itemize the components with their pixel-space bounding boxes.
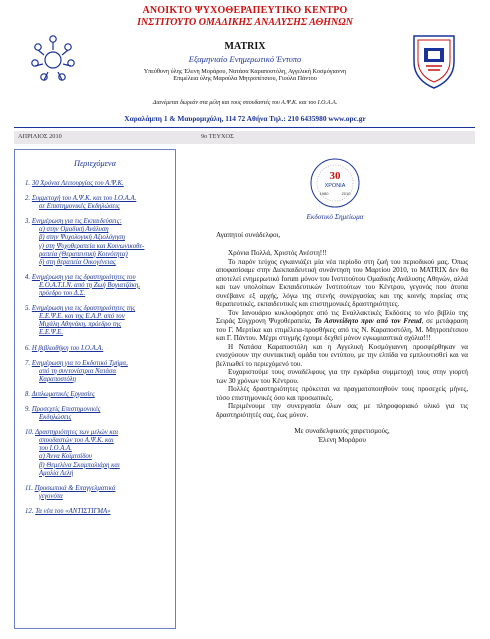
toc-item-text: α) στην Ομαδική Ανάλυση	[39, 226, 109, 234]
toc-item-text: Προσωπικά & Επαγγελματικά	[34, 484, 116, 492]
toc-item-number: 5.	[25, 305, 31, 313]
toc-item-text: σε Επιστημονικές Εκδηλώσεις	[39, 203, 120, 211]
issue-number: 9ο ΤΕΥΧΟΣ	[201, 133, 234, 140]
toc-item-line	[25, 251, 171, 259]
toc-item-text: από τη συντονίστρια Νατάσα	[39, 367, 117, 375]
toc-item-line	[25, 508, 171, 516]
editorial-title: Εκδοτικό Σημείωμα	[306, 213, 364, 221]
toc-item-line	[25, 391, 171, 399]
toc-item-text: 30 Χρόνια Λειτουργίας του Α.Ψ.Κ.	[31, 180, 124, 187]
toc-item-line	[25, 414, 171, 422]
toc-item-number: 6.	[25, 344, 31, 352]
institute-name: ΙΝΣΤΙΤΟΥΤΟ ΟΜΑΔΙΚΗΣ ΑΝΑΛΥΣΗΣ ΑΘΗΝΩΝ	[137, 17, 353, 28]
issue-date: ΑΠΡΙΛΙΟΣ 2010	[18, 133, 62, 140]
toc-item-text: Η βιβλιοθήκη του Ι.Ο.Α.Α.	[31, 344, 104, 352]
toc-item-line	[25, 195, 171, 203]
editorial-body	[216, 249, 468, 444]
toc-item-text: γ) στη Ψυχοθεραπεία και Κοινωνικοθε-	[39, 242, 145, 250]
toc-item[interactable]	[25, 218, 171, 267]
anniversary-seal-icon	[309, 157, 361, 209]
toc-item-line	[25, 226, 171, 234]
toc-item-number: 1.	[25, 180, 31, 187]
toc-item-text: β) στην Ψυχολογική Αξιολόγηση	[39, 234, 125, 242]
paragraph-6: Πολλές δραστηριότητες πρόκειται να πραγματοποιηθούν τους προσεχείς μήνες, τόσο επιστημονικές όσο και προσωπικές.	[216, 385, 468, 402]
toc-item-number: 10.	[25, 429, 34, 437]
toc-item-line	[25, 313, 171, 321]
toc-item-line	[25, 429, 171, 437]
toc-item-text: Αμαλία Λελή	[39, 469, 74, 477]
paragraph-4: Η Νατάσα Καραποστόλη και η Αγγελική Κοσμόγιαννη προσφέρθηκαν να ενισχύσουν την συντακτική ομάδα του εντύπου, με την ελπίδα να εμπλουτισθεί και να βελτιωθεί το περιεχόμενό του.	[216, 342, 468, 368]
toc-item-line	[25, 203, 171, 211]
distribution-note: Διανέμεται δωρεάν στα μέλη και τους σπουδαστές του Α.Ψ.Κ. και του Ι.Ο.Α.Α.	[152, 100, 338, 106]
paragraph-3c: , σε μετάφραση του Γ. Μερτίκα και επιμέλεια-προσθήκες από τις Ν. Καραποστόλη, Μ. Μητροπέτσιου και Γ. Πάντου. Μέχρι στιγμής έχουμε δεχθεί μόνον εγκωμιαστικά σχόλια!!!	[216, 317, 468, 342]
toc-item-line	[25, 376, 171, 384]
toc-item-number: 8.	[25, 390, 31, 398]
toc-item-text: Προσεχείς Επιστημονικές	[31, 405, 101, 413]
table-of-contents	[14, 149, 176, 629]
toc-item-line	[25, 321, 171, 329]
toc-item-text: Καραποστόλη	[39, 375, 77, 383]
toc-item-text: Τα νέα του «ΑΝΤΙΣΤΙΓΜΑ»	[35, 507, 111, 515]
toc-item-number: 9.	[25, 405, 31, 413]
editors-line-2: Επιμέλεια ύλης Μαρούλα Μητροπέτσιου, Γιούλα Πάντου	[173, 75, 317, 83]
toc-item[interactable]	[25, 180, 171, 188]
toc-item-text: α) Άννα Κοϊμτσίδου	[39, 453, 92, 461]
toc-item-text: Ενημέρωση για τις δραστηριότητες της	[31, 305, 136, 313]
toc-item[interactable]	[25, 508, 171, 516]
paragraph-3a: Τον Ιανουάριο κυκλοφόρησε από τις Εναλλακτικές Εκδόσεις το νέο βιβλίο της Σειράς Σύγχρονη Ψυχοθεραπεία,	[216, 308, 468, 325]
toc-item-line	[25, 453, 171, 461]
toc-item-line	[25, 493, 171, 501]
toc-item-line	[25, 345, 171, 353]
toc-item-line	[25, 437, 171, 445]
toc-item-number: 3.	[25, 218, 31, 226]
toc-item-line	[25, 259, 171, 267]
toc-item-text: Ενημέρωση για το Εκδοτικό Τμήμα,	[31, 359, 128, 367]
toc-item-line	[25, 305, 171, 313]
toc-item-line	[25, 470, 171, 478]
toc-item-text: β) Θεμελίνα Σκαμπαλιάρη και	[39, 461, 120, 469]
toc-item[interactable]	[25, 195, 171, 211]
toc-item-line	[25, 368, 171, 376]
toc-title: Περιεχόμενα	[74, 159, 116, 168]
center-name: ΑΝΟΙΚΤΟ ΨΥΧΟΘΕΡΑΠΕΥΤΙΚΟ ΚΕΝΤΡΟ	[142, 5, 348, 16]
toc-item-text: Μιχάλη Αθηνάκη, πρόεδρο της	[39, 321, 122, 329]
toc-item[interactable]	[25, 391, 171, 399]
toc-item-line	[25, 329, 171, 337]
toc-item-number: 7.	[25, 359, 31, 367]
toc-item-line	[25, 218, 171, 226]
toc-item[interactable]	[25, 345, 171, 353]
toc-item-text: δ) στη θεραπεία Οικογένειας	[39, 258, 116, 266]
toc-item-line	[25, 274, 171, 282]
toc-item-text: Ε.Ε.Ψ.Ε. και της Ε.Α.Ρ. από τον	[39, 313, 125, 321]
editors-block	[90, 68, 400, 83]
toc-item-line	[25, 234, 171, 242]
toc-item[interactable]	[25, 429, 171, 478]
editorial-column	[194, 149, 476, 629]
toc-item-text: Δραστηριότητες των μελών και	[35, 429, 119, 437]
toc-list	[25, 180, 171, 523]
toc-item-line	[25, 485, 171, 493]
toc-item[interactable]	[25, 485, 171, 501]
toc-item-line	[25, 445, 171, 453]
toc-item-line	[25, 282, 171, 290]
toc-item-number: 12.	[25, 507, 34, 515]
paragraph-2: Το παρόν τεύχος εγκαινιάζει μία νέα περίοδο στη ζωή του περιοδικού μας. Όπως αποφασίσαμε στην Διεκπαιδευτική συνάντηση του Μαρτίου 2010, το MATRIX δεν θα αποτελεί ενημερωτικό forum μόνον του Ινστιτούτου Ομαδικής Ανάλυσης Αθηνών, αλλά και των υπολοίπων Εκπαιδευτικών Ινστιτούτων του Κέντρου, γεγονός που άτυπα συνέβαινε εξ αρχής, λόγω της στενής συνεργασίας και της κοινής πορείας στις θεραπευτικές, εκπαιδευτικές και επιστημονικές δραστηριότητες.	[216, 257, 468, 308]
issue-bar	[14, 131, 475, 144]
toc-item[interactable]	[25, 305, 171, 337]
signature: Έλενη Μοράρου	[318, 435, 366, 444]
newsletter-title: MATRIX	[224, 41, 266, 52]
toc-item[interactable]	[25, 360, 171, 384]
toc-item[interactable]	[25, 406, 171, 422]
toc-item-text: Ε.Ε.Ψ.Ε.	[39, 329, 64, 337]
book-title: Το Ασυνείδητο πριν από τον Freud	[314, 317, 422, 325]
editorial-greeting: Αγαπητοί συνάδελφοι,	[216, 231, 281, 239]
toc-item-text: γεγονότα	[39, 492, 63, 500]
toc-item-line	[25, 243, 171, 251]
toc-item-text: πρόεδρο του Δ.Σ.	[39, 290, 86, 298]
newsletter-subtitle: Εξαμηνιαίο Ενημερωτικό Έντυπο	[188, 54, 302, 64]
seal-end-year: 2010	[341, 191, 351, 196]
toc-item-number: 2.	[25, 195, 31, 203]
toc-item-line	[25, 360, 171, 368]
toc-item-text: Εκδηλώσεις	[39, 414, 72, 422]
editors-line-1: Υπεύθυνη ύλης Έλενη Μοράρου, Νατάσα Καραποστόλη, Αγγελική Κοσμόγιαννη	[143, 68, 347, 75]
toc-item-line	[25, 180, 171, 188]
closing: Με συναδελφικούς χαιρετισμούς,	[294, 427, 390, 435]
toc-item-text: Ενημέρωση για τις Εκπαιδεύσεις:	[31, 218, 122, 226]
paragraph-5: Ευχαριστούμε τους συναδέλφους για την εγκάρδια συμμετοχή τους στην γιορτή των 30 χρόνων του Κέντρου.	[216, 368, 468, 385]
seal-start-year: 1980	[319, 191, 329, 196]
toc-item-number: 11.	[25, 484, 33, 492]
toc-item-text: Συμμετοχή του Α.Ψ.Κ. και του Ι.Ο.Α.Α.	[31, 195, 137, 203]
toc-item-text: Ενημέρωση για τις δραστηριότητες του	[31, 273, 136, 281]
toc-item-text: Διπλωματικές Εργασίες	[31, 390, 95, 398]
seal-years: 30	[329, 170, 341, 182]
toc-item-line	[25, 462, 171, 470]
toc-item-line	[25, 406, 171, 414]
contact-address: Χαραλάμπη 1 & Μαυρομιχάλη, 114 72 Αθήνα Τηλ.: 210 6435980 www.opc.gr	[124, 114, 366, 123]
toc-item-text: ραπεία (Θεραπευτική Κοινότητα)	[39, 250, 128, 258]
header-divider	[14, 127, 475, 128]
toc-item-text: Ε.Ο.Α.Τ.Ι.Ν. από τη Ζωή Βογιατζάκη,	[39, 281, 140, 289]
paragraph-3	[216, 309, 468, 343]
toc-item[interactable]	[25, 274, 171, 298]
toc-item-text: σπουδαστών του Α.Ψ.Κ. και	[39, 437, 114, 445]
toc-item-text: του Ι.Ο.Α.Α.	[39, 445, 72, 453]
paragraph-1: Χρόνια Πολλά, Χριστός Ανέστη!!!	[228, 249, 327, 257]
toc-item-number: 4.	[25, 273, 31, 281]
toc-item-line	[25, 290, 171, 298]
seal-label: ΧΡΟΝΙΑ	[324, 183, 346, 189]
paragraph-7: Περιμένουμε την συνεργασία όλων σας με πληροφοριακό υλικό για τις δραστηριότητές σας, έως μόνον.	[216, 402, 468, 419]
